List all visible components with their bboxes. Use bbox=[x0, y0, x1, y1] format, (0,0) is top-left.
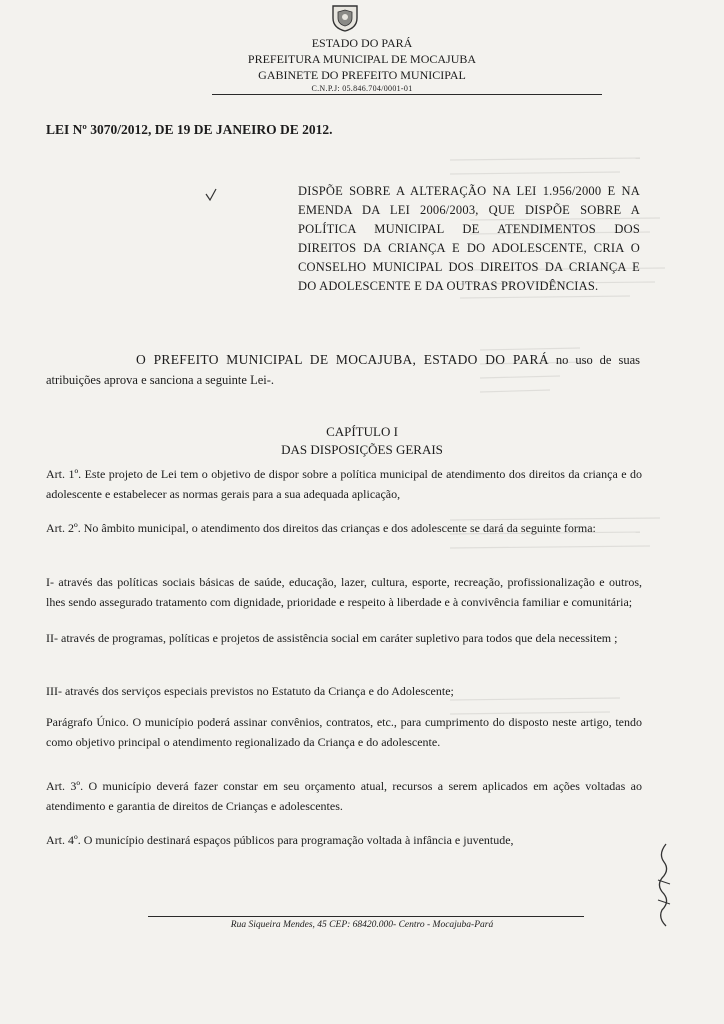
header-divider bbox=[212, 94, 602, 95]
law-title: LEI Nº 3070/2012, DE 19 DE JANEIRO DE 2012. bbox=[46, 122, 333, 137]
article-1: Art. 1º. Este projeto de Lei tem o objetivo de dispor sobre a política municipal de atendimento dos direitos da criança e do adolescente e estabelecer as normas gerais para a sua adequada aplicação, bbox=[46, 467, 642, 501]
article-2-item-i: I- através das políticas sociais básicas de saúde, educação, lazer, cultura, esporte, recreação, profissionalização e outros, lhes sendo assegurado tratamento com dignidade, prioridade e respeito à liberdade e à convivência familiar e comunitária; bbox=[46, 575, 642, 609]
article-4: Art. 4º. O município destinará espaços públicos para programação voltada à infância e juventude, bbox=[46, 833, 514, 847]
article-3: Art. 3º. O município deverá fazer constar em seu orçamento atual, recursos a serem aplicados em ações voltadas ao atendimento e garantia de direitos de Crianças e adolescentes. bbox=[46, 779, 642, 813]
chapter-title: DAS DISPOSIÇÕES GERAIS bbox=[281, 442, 443, 457]
footer-address: Rua Siqueira Mendes, 45 CEP: 68420.000- Centro - Mocajuba-Pará bbox=[230, 920, 494, 930]
handwritten-initials-icon bbox=[652, 840, 676, 930]
article-2-item-iii: III- através dos serviços especiais previstos no Estatuto da Criança e do Adolescente; bbox=[46, 684, 454, 698]
pen-tick-mark-icon bbox=[204, 188, 218, 202]
article-2: Art. 2º. No âmbito municipal, o atendimento dos direitos das crianças e dos adolescente se dará da seguinte forma: bbox=[46, 521, 596, 535]
preamble-rest: no uso de suas atribuições aprova e sanciona a seguinte Lei-. bbox=[46, 353, 640, 387]
header-cnpj: C.N.P.J: 05.846.704/0001-01 bbox=[311, 84, 413, 93]
ementa-block: DISPÕE SOBRE A ALTERAÇÃO NA LEI 1.956/2000 E NA EMENDA DA LEI 2006/2003, QUE DISPÕE SOBRE A POLÍTICA MUNICIPAL DE ATENDIMENTOS DOS DIREITOS DA CRIANÇA E DO ADOLESCENTE, CRIA O CONSELHO MUNICIPAL DOS DIREITOS DA CRIANÇA E DO ADOLESCENTE E DA OUTRAS PROVIDÊNCIAS. bbox=[298, 184, 640, 293]
header-prefeitura: PREFEITURA MUNICIPAL DE MOCAJUBA bbox=[247, 52, 477, 66]
header-state: ESTADO DO PARÁ bbox=[311, 36, 413, 50]
paragrafo-unico: Parágrafo Único. O município poderá assinar convênios, contratos, etc., para cumprimento do disposto neste artigo, tendo como objetivo principal o atendimento regionalizado da Criança e do adolescente. bbox=[46, 715, 642, 749]
preamble bbox=[46, 350, 640, 390]
article-2-item-ii: II- através de programas, políticas e projetos de assistência social em caráter supletivo para todos que dela necessitem ; bbox=[46, 631, 618, 645]
header-gabinete: GABINETE DO PREFEITO MUNICIPAL bbox=[258, 68, 466, 82]
municipal-crest-icon bbox=[330, 4, 360, 32]
footer-divider bbox=[148, 916, 584, 917]
chapter-number: CAPÍTULO I bbox=[326, 424, 398, 439]
preamble-lead: O PREFEITO MUNICIPAL DE MOCAJUBA, ESTADO DO PARÁ bbox=[136, 352, 549, 367]
